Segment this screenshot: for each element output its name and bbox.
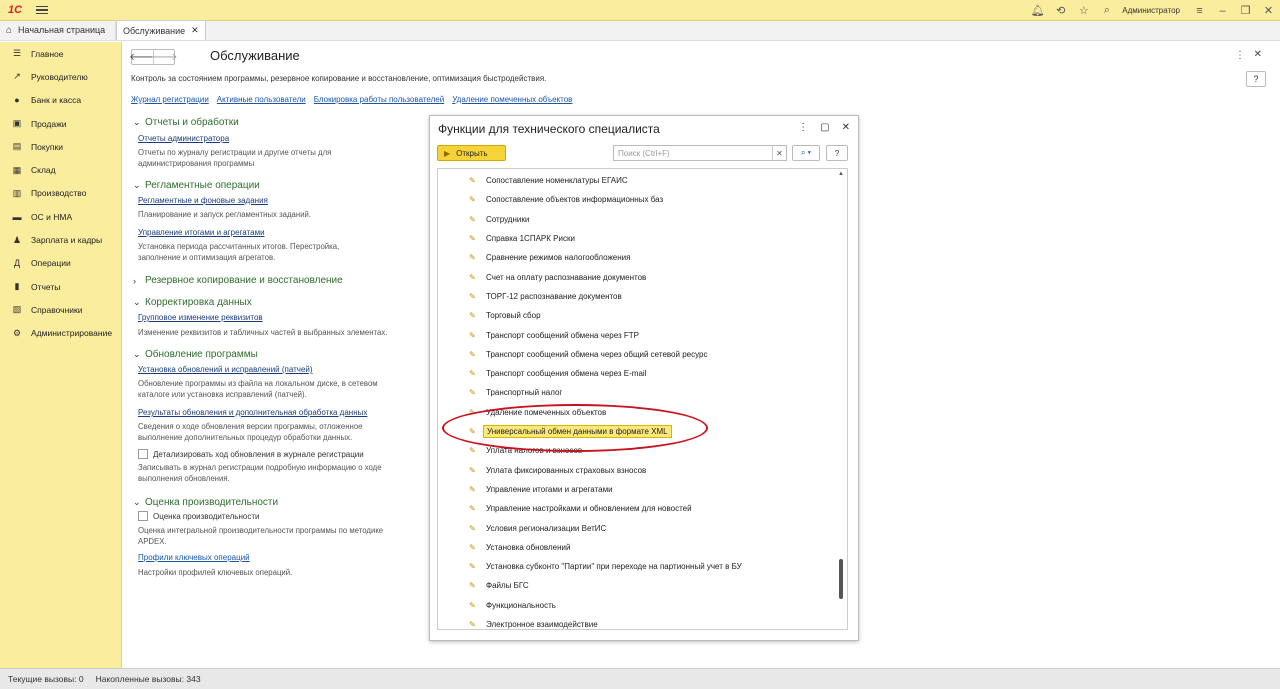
sidebar-item-admin[interactable] [0,322,121,345]
sidebar [0,42,122,668]
status-bar [0,668,1280,689]
section-backup[interactable] [133,275,343,286]
more-icon[interactable]: ⋮ [1235,50,1245,61]
section-title: Резервное копирование и восстановление [145,275,343,286]
list-item[interactable]: ✎ Условия регионализации ВетИС [469,523,607,533]
section-correction[interactable] [133,297,252,308]
item-description: Настройки профилей ключевых операций. [138,568,293,577]
clear-icon[interactable]: ✕ [772,146,786,160]
sidebar-item-label: Справочники [31,304,83,315]
chevron-down-icon: ⌄ [133,297,141,307]
section-reports[interactable] [133,117,239,128]
list-item[interactable]: ✎ Уплата фиксированных страховых взносов [469,465,647,475]
function-icon: ✎ [469,484,476,494]
trend-icon: ↗ [13,71,21,82]
history-icon[interactable]: ⟲ [1056,5,1066,17]
list-item[interactable]: ✎ Справка 1СПАРК Риски [469,234,575,244]
function-icon: ✎ [469,272,476,282]
function-icon: ✎ [469,407,476,417]
menu-icon: ☰ [12,48,22,59]
minimize-icon[interactable]: – [1219,4,1226,17]
list-item[interactable]: ✎ ТОРГ-12 распознавание документов [469,291,622,301]
function-icon: ✎ [469,562,476,572]
highlight-ellipse [442,404,708,452]
open-button-label: Открыть [456,148,488,158]
detail-update-checkbox[interactable] [138,449,364,459]
back-arrow-icon[interactable]: 🡐 [129,52,156,63]
section-title: Оценка производительности [145,497,279,508]
function-icon: ✎ [469,504,476,514]
page-description: Контроль за состоянием программы, резервное копирование и восстановление, оптимизация быстродействия. [131,74,547,83]
performance-checkbox[interactable] [138,511,259,521]
link-block-users[interactable]: Блокировка работы пользователей [313,95,445,104]
list-item[interactable]: ✎ Уплата налогов и взносов [469,446,583,456]
nav-buttons [129,49,178,65]
search-button[interactable] [792,145,820,161]
sidebar-item-salary[interactable] [0,228,121,251]
function-icon: ✎ [469,369,476,379]
current-calls-label: Текущие вызовы: [8,674,77,684]
quick-links [131,95,572,104]
function-icon: ✎ [469,330,476,340]
list-item[interactable]: ✎ Управление настройками и обновлением для новостей [469,504,692,514]
sidebar-item-main[interactable] [0,42,121,65]
function-icon: ✎ [469,523,476,533]
list-item[interactable]: ✎ Файлы БГС [469,581,529,591]
operations-icon: Д [13,258,21,269]
list-item[interactable]: ✎ Счет на оплату распознавание документов [469,272,647,282]
list-item[interactable]: ✎ Сравнение режимов налогообложения [469,253,631,263]
forward-arrow-icon[interactable]: 🡒 [150,52,178,63]
section-update[interactable] [133,349,258,360]
app-logo: 1С [8,4,23,16]
chevron-down-icon: ⌄ [133,349,141,359]
sidebar-item-label: Главное [31,48,64,59]
function-icon: ✎ [469,234,476,244]
sidebar-item-assets[interactable] [0,205,121,228]
checkbox-label: Детализировать ход обновления в журнале регистрации [153,449,364,459]
sidebar-item-operations[interactable] [0,252,121,275]
section-scheduled[interactable] [133,180,260,191]
sidebar-item-label: Банк и касса [31,95,82,106]
sidebar-item-reports[interactable] [0,275,121,298]
chevron-right-icon: › [133,275,136,286]
function-icon: ✎ [469,176,476,186]
item-description: Оценка интегральной производительности программы по методике APDEX. [138,526,384,546]
function-icon: ✎ [469,214,476,224]
maximize-icon[interactable]: ▢ [820,122,830,133]
main-menu-icon[interactable] [36,6,48,15]
link-key-operations[interactable]: Профили ключевых операций [138,553,250,562]
checkbox-box[interactable] [138,511,148,521]
link-totals-aggregates[interactable]: Управление итогами и агрегатами [138,228,265,237]
sidebar-item-label: Отчеты [31,281,61,292]
link-event-log[interactable]: Журнал регистрации [131,95,209,104]
section-title: Корректировка данных [145,297,252,308]
sidebar-item-label: Руководителю [31,71,88,82]
dialog-title: Функции для технического специалиста [438,122,660,136]
accum-calls-value: 343 [186,674,201,684]
open-icon: ▶ [444,148,451,158]
function-icon: ✎ [469,542,476,552]
link-install-updates[interactable]: Установка обновлений и исправлений (патчей) [138,365,313,374]
list-item[interactable]: ✎ Транспорт сообщений обмена через FTP [469,330,640,340]
scroll-thumb[interactable] [839,559,843,599]
sidebar-item-catalogs[interactable] [0,298,121,321]
gear-icon: ⚙ [12,327,22,338]
sidebar-item-director[interactable] [0,65,121,88]
item-description: Изменение реквизитов и табличных частей в выбранных элементах. [138,328,388,337]
list-item[interactable]: ✎ Транспорт сообщения обмена через E-mail [469,369,647,379]
list-item[interactable]: ✎ Сопоставление объектов информационных баз [469,195,664,205]
bag-icon: ▣ [12,118,22,129]
function-icon: ✎ [469,581,476,591]
tab-close-icon[interactable]: ✕ [191,25,199,35]
search-icon[interactable]: ⌕ [1103,4,1110,16]
item-description: Сведения о ходе обновления версии программы, отложенное выполнение дополнительных процедур обработки данных. [138,422,363,442]
checkbox-box[interactable] [138,449,148,459]
tab-bar [0,21,1280,41]
user-name[interactable]: Администратор [1122,6,1180,15]
link-update-results[interactable]: Результаты обновления и дополнительная обработка данных [138,408,368,417]
item-description: Установка периода рассчитанных итогов. Перестройка, заполнение и оптимизация агрегатов. [138,242,340,262]
sidebar-item-warehouse[interactable] [0,158,121,181]
list-item[interactable]: ✎ Транспортный налог [469,388,563,398]
sidebar-item-label: Производство [31,188,87,199]
list-item[interactable]: ✎ Установка обновлений [469,542,571,552]
settings-icon[interactable]: ≡ [1196,4,1203,17]
top-bar [0,0,1280,21]
book-icon: ▧ [12,304,22,315]
section-performance[interactable] [133,497,278,508]
page-title: Обслуживание [210,48,300,63]
tab-home[interactable] [0,20,116,40]
list-item[interactable]: ✎ Управление итогами и агрегатами [469,484,613,494]
list-item[interactable]: ✎ Установка субконто "Партии" при переходе на партионный учет в БУ [469,562,742,572]
function-icon: ✎ [469,427,476,437]
close-icon[interactable]: ✕ [841,122,850,133]
list-item[interactable]: ✎ Сотрудники [469,214,530,224]
chevron-down-icon: ⌄ [133,497,141,507]
search-placeholder: Поиск (Ctrl+F) [618,148,670,158]
item-description: Записывать в журнал регистрации подробную информацию о ходе выполнения обновления. [138,463,382,483]
function-icon: ✎ [469,311,476,321]
search-input[interactable] [613,145,787,161]
list-item[interactable]: ✎ Транспорт сообщений обмена через общий сетевой ресурс [469,349,708,359]
function-icon: ✎ [469,349,476,359]
item-description: Планирование и запуск регламентных заданий. [138,210,312,219]
close-icon[interactable]: ✕ [1263,5,1274,17]
person-icon: ♟ [12,234,22,245]
sidebar-item-label: Зарплата и кадры [31,235,103,246]
home-icon: ⌂ [6,24,13,36]
functions-list [437,168,848,630]
truck-icon: ▬ [12,211,22,222]
tab-maintenance-label: Обслуживание [123,25,186,36]
item-description: Отчеты по журналу регистрации и другие отчеты для администрирования программы [138,148,332,168]
restore-icon[interactable]: ❐ [1240,5,1251,17]
checkbox-label: Оценка производительности [153,511,260,521]
function-icon: ✎ [469,600,476,610]
scroll-up-icon[interactable]: ▲ [838,171,844,177]
coin-icon: ● [14,95,20,106]
link-delete-marked[interactable]: Удаление помеченных объектов [452,95,573,104]
tab-home-label: Начальная страница [18,25,106,35]
chevron-down-icon: ⌄ [133,180,141,190]
help-button[interactable]: ? [1246,71,1266,87]
sidebar-item-label: Склад [31,165,56,176]
sidebar-item-purchases[interactable] [0,135,121,158]
list-item[interactable]: ✎ Удаление помеченных объектов [469,407,607,417]
list-item-selected[interactable]: ✎ Универсальный обмен данными в формате XML [438,422,838,441]
warehouse-icon: ▦ [12,164,22,175]
list-item[interactable]: ✎ Электронное взаимодействие [469,620,598,630]
link-admin-reports[interactable]: Отчеты администратора [138,134,230,143]
close-form-icon[interactable]: ✕ [1253,49,1262,60]
bell-icon[interactable]: 🔔︎ [1030,5,1045,17]
sidebar-item-label: Операции [31,258,71,269]
list-scrollbar[interactable] [838,171,844,627]
function-icon: ✎ [469,446,476,456]
sidebar-item-label: ОС и НМА [31,211,73,222]
function-icon: ✎ [469,465,476,475]
function-icon: ✎ [469,291,476,301]
help-button[interactable]: ? [826,145,848,161]
section-title: Обновление программы [145,349,258,360]
list-item[interactable]: ✎ Функциональность [469,600,556,610]
link-active-users[interactable]: Активные пользователи [216,95,306,104]
sidebar-item-label: Продажи [31,118,67,129]
section-title: Отчеты и обработки [145,117,239,128]
chart-icon: ▮ [14,281,20,292]
sidebar-item-bank[interactable] [0,89,121,112]
function-icon: ✎ [469,388,476,398]
more-icon[interactable]: ⋮ [798,122,809,133]
sidebar-item-label: Покупки [31,141,63,152]
list-item[interactable]: ✎ Сопоставление номенклатуры ЕГАИС [469,176,628,186]
link-scheduled-jobs[interactable]: Регламентные и фоновые задания [138,196,268,205]
section-title: Регламентные операции [145,180,260,191]
sidebar-item-sales[interactable] [0,112,121,135]
chevron-down-icon: ⌄ [133,117,141,127]
function-icon: ✎ [469,620,476,630]
open-button[interactable] [437,145,506,161]
cart-icon: ▤ [12,141,22,152]
list-item[interactable]: ✎ Торговый сбор [469,311,541,321]
current-calls-value: 0 [78,674,84,684]
item-description: Обновление программы из файла на локальном диске, в сетевом каталоге или установка исправлений (патчей). [138,379,378,399]
factory-icon: ▥ [12,187,22,198]
link-group-change[interactable]: Групповое изменение реквизитов [138,313,263,322]
function-icon: ✎ [469,253,476,263]
sidebar-item-label: Администрирование [31,328,113,339]
tab-maintenance[interactable] [116,20,206,40]
accum-calls-label: Накопленные вызовы: [95,674,185,684]
function-icon: ✎ [469,195,476,205]
search-icon: ⌕ ▾ [800,148,812,157]
star-icon[interactable]: ☆ [1078,5,1089,17]
tech-functions-dialog [429,115,859,641]
sidebar-item-production[interactable] [0,182,121,205]
